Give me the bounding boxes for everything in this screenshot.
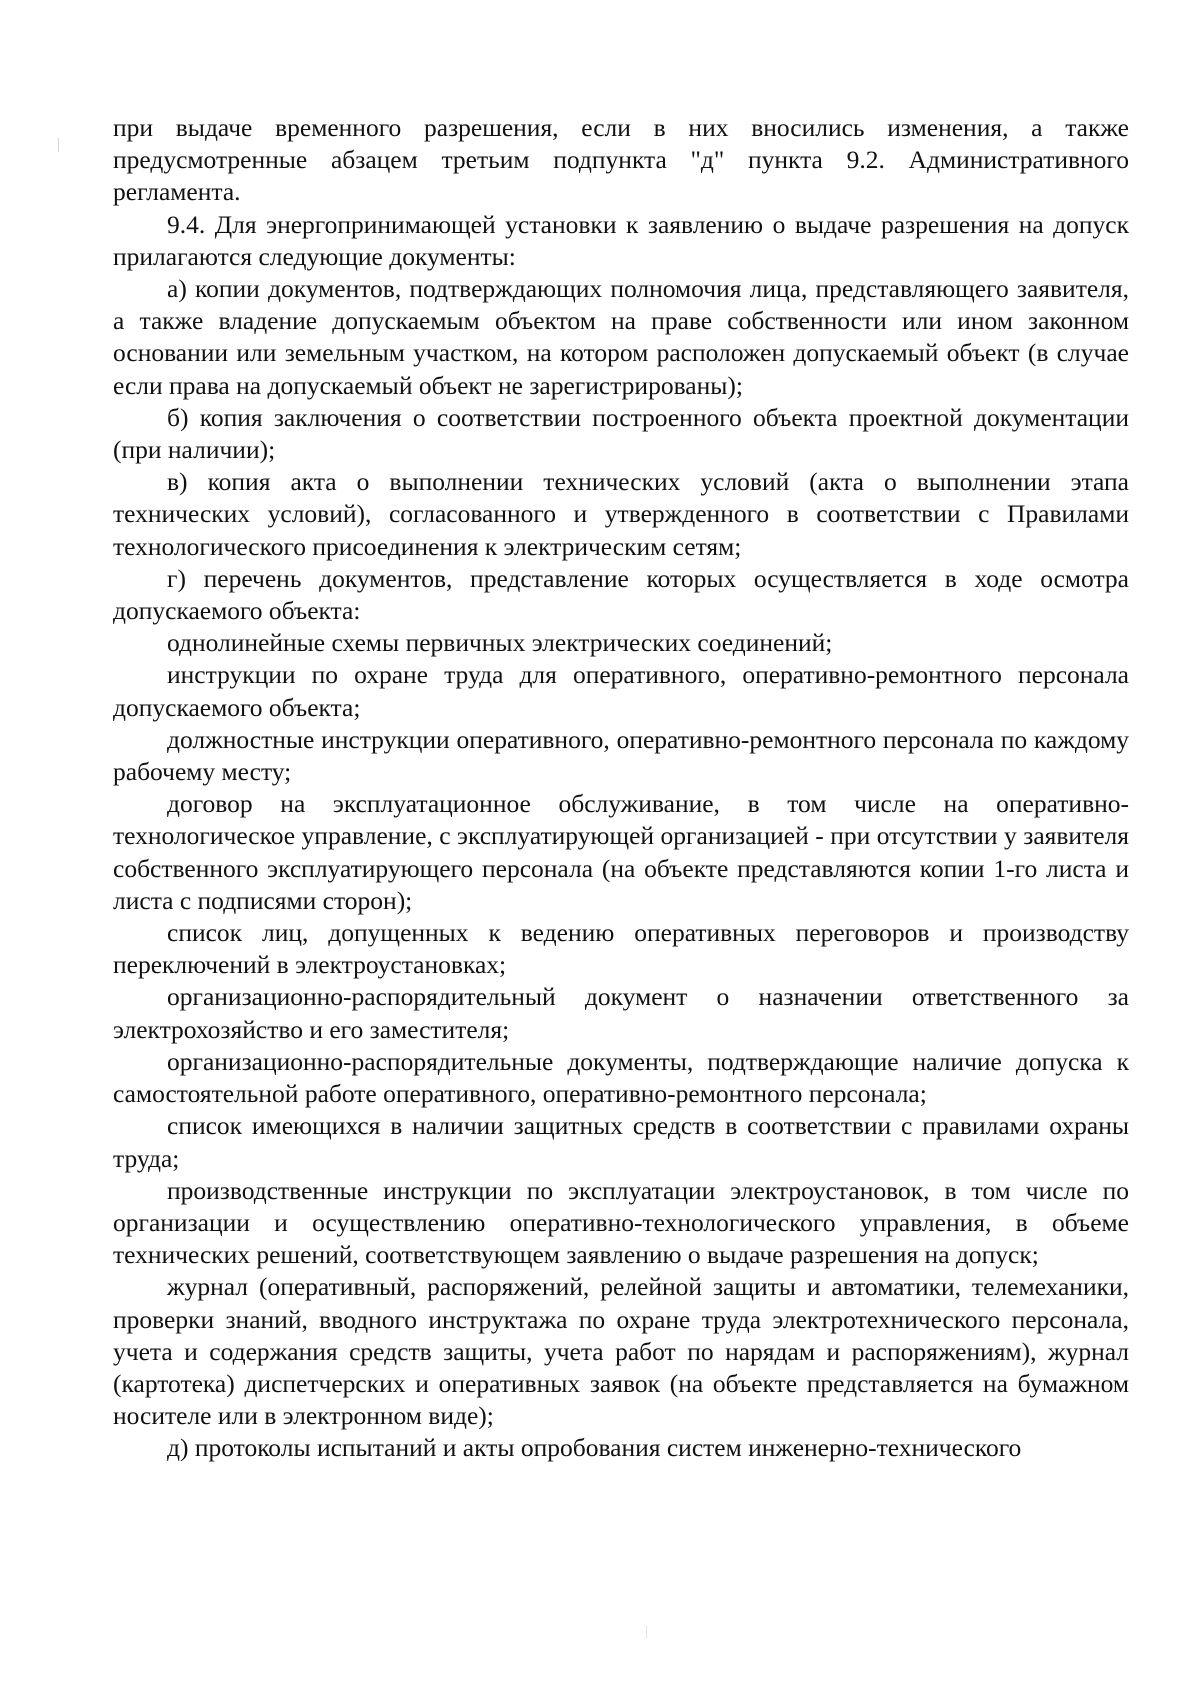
paragraph-journals: журнал (оперативный, распоряжений, релейной защиты и автоматики, телемеханики, проверки знаний, вводного инструктажа по охране труда электротехнического персонала, учета и содержания средств защиты, учета работ по нарядам и распоряжениям), журнал (картотека) диспетчерских и оперативных заявок (на объекте представляется на бумажном носителе или в электронном виде); <box>113 1272 1129 1431</box>
paragraph-item-a: а) копии документов, подтверждающих полномочия лица, представляющего заявителя, а также владение допускаемым объектом на праве собственности или ином законном основании или земельным участком, на котором расположен допускаемый объект (в случае если права на допускаемый объект не зарегистрированы); <box>113 274 1129 400</box>
paragraph-item-g: г) перечень документов, представление которых осуществляется в ходе осмотра допускаемого объекта: <box>113 563 1129 626</box>
paragraph-service-contract: договор на эксплуатационное обслуживание, в том числе на оперативно-технологическое управление, с эксплуатирующей организацией - при отсутствии у заявителя собственного эксплуатирующего персонала (на объекте представляются копии 1-го листа и листа с подписями сторон); <box>113 789 1129 915</box>
paragraph-production-instructions: производственные инструкции по эксплуатации электроустановок, в том числе по организации и осуществлению оперативно-технологического управления, в объеме технических решений, соответствующем заявлению о выдаче разрешения на допуск; <box>113 1175 1129 1270</box>
paragraph-job-instructions: должностные инструкции оперативного, оперативно-ремонтного персонала по каждому рабочему месту; <box>113 724 1129 787</box>
paragraph-9-4: 9.4. Для энергопринимающей установки к заявлению о выдаче разрешения на допуск прилагаются следующие документы: <box>113 209 1129 271</box>
paragraph-item-v: в) копия акта о выполнении технических условий (акта о выполнении этапа технических условий), согласованного и утвержденного в соответствии с Правилами технологического присоединения к электрическим сетям; <box>113 467 1129 561</box>
paragraph-safety-instructions: инструкции по охране труда для оперативного, оперативно-ремонтного персонала допускаемого объекта; <box>113 660 1129 722</box>
paragraph-single-line-diagrams: однолинейные схемы первичных электрических соединений; <box>167 628 833 658</box>
scan-edge-mark <box>58 138 59 152</box>
paragraph-responsible-appointment: организационно-распорядительный документ о назначении ответственного за электрохозяйство и его заместителя; <box>113 982 1129 1044</box>
scan-foot-mark <box>646 1626 647 1638</box>
paragraph-item-d: д) протоколы испытаний и акты опробования систем инженерно-технического <box>167 1433 1022 1463</box>
document-body <box>113 112 1129 1465</box>
paragraph-continuation: при выдаче временного разрешения, если в них вносились изменения, а также предусмотренные абзацем третьим подпункта "д" пункта 9.2. Административного регламента. <box>113 113 1129 207</box>
paragraph-item-b: б) копия заключения о соответствии построенного объекта проектной документации (при наличии); <box>113 402 1129 465</box>
paragraph-protective-equipment: список имеющихся в наличии защитных средств в соответствии с правилами охраны труда; <box>113 1111 1129 1173</box>
paragraph-authorized-persons: список лиц, допущенных к ведению оперативных переговоров и производству переключений в электроустановках; <box>113 918 1129 980</box>
paragraph-admission-documents: организационно-распорядительные документы, подтверждающие наличие допуска к самостоятельной работе оперативного, оперативно-ремонтного персонала; <box>113 1046 1129 1109</box>
